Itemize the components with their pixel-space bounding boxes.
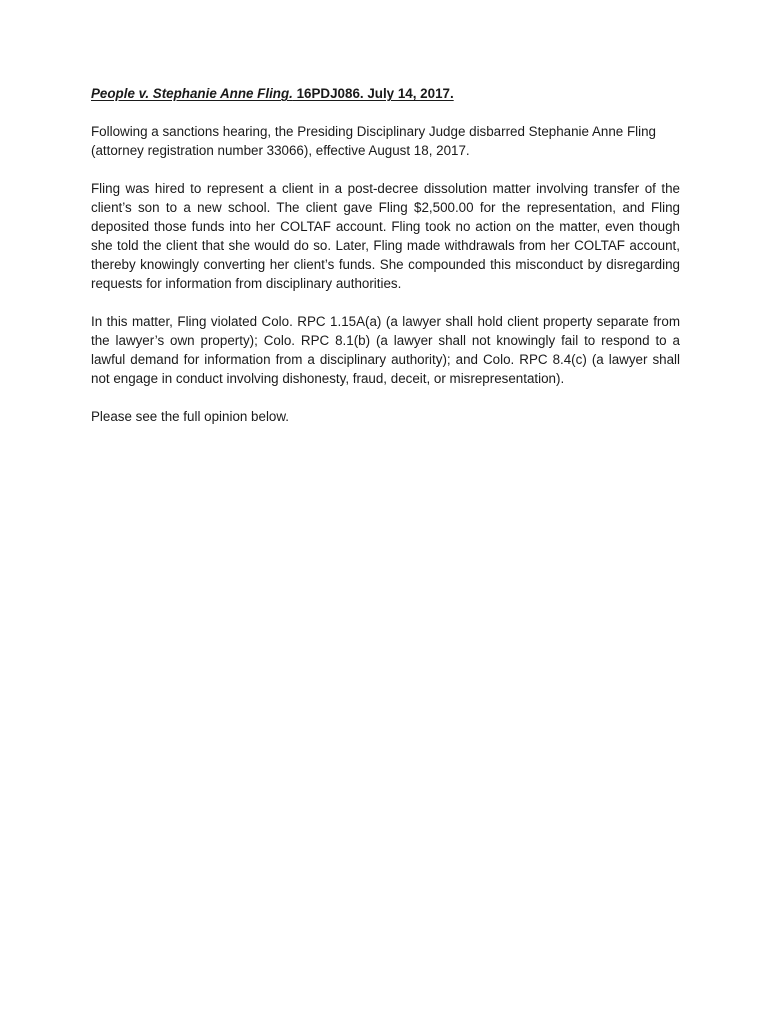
document-body [91,84,680,445]
case-name: People v. Stephanie Anne Fling. [91,86,293,101]
see-opinion-note: Please see the full opinion below. [91,409,290,424]
violations-paragraph: In this matter, Fling violated Colo. RPC 1.15A(a) (a lawyer shall hold client property separate from the lawyer’s own property); Colo. RPC 8.1(b) (a lawyer shall not knowingly fail to respond to a lawful demand for information from a disciplinary authority); and Colo. RPC 8.4(c) (a lawyer shall not engage in conduct involving dishonesty, fraud, deceit, or misrepresentation). [91,314,680,386]
summary-paragraph: Following a sanctions hearing, the Presiding Disciplinary Judge disbarred Stephanie Anne Fling (attorney registration number 33066), effective August 18, 2017. [91,124,656,158]
case-heading [91,84,680,103]
case-citation: 16PDJ086. July 14, 2017. [292,86,454,101]
facts-paragraph: Fling was hired to represent a client in a post-decree dissolution matter involving transfer of the client’s son to a new school. The client gave Fling $2,500.00 for the representation, and Fling deposited those funds into her COLTAF account. Fling took no action on the matter, even though she told the client that she would do so. Later, Fling made withdrawals from her COLTAF account, thereby knowingly converting her client’s funds. She compounded this misconduct by disregarding requests for information from disciplinary authorities. [91,181,680,291]
